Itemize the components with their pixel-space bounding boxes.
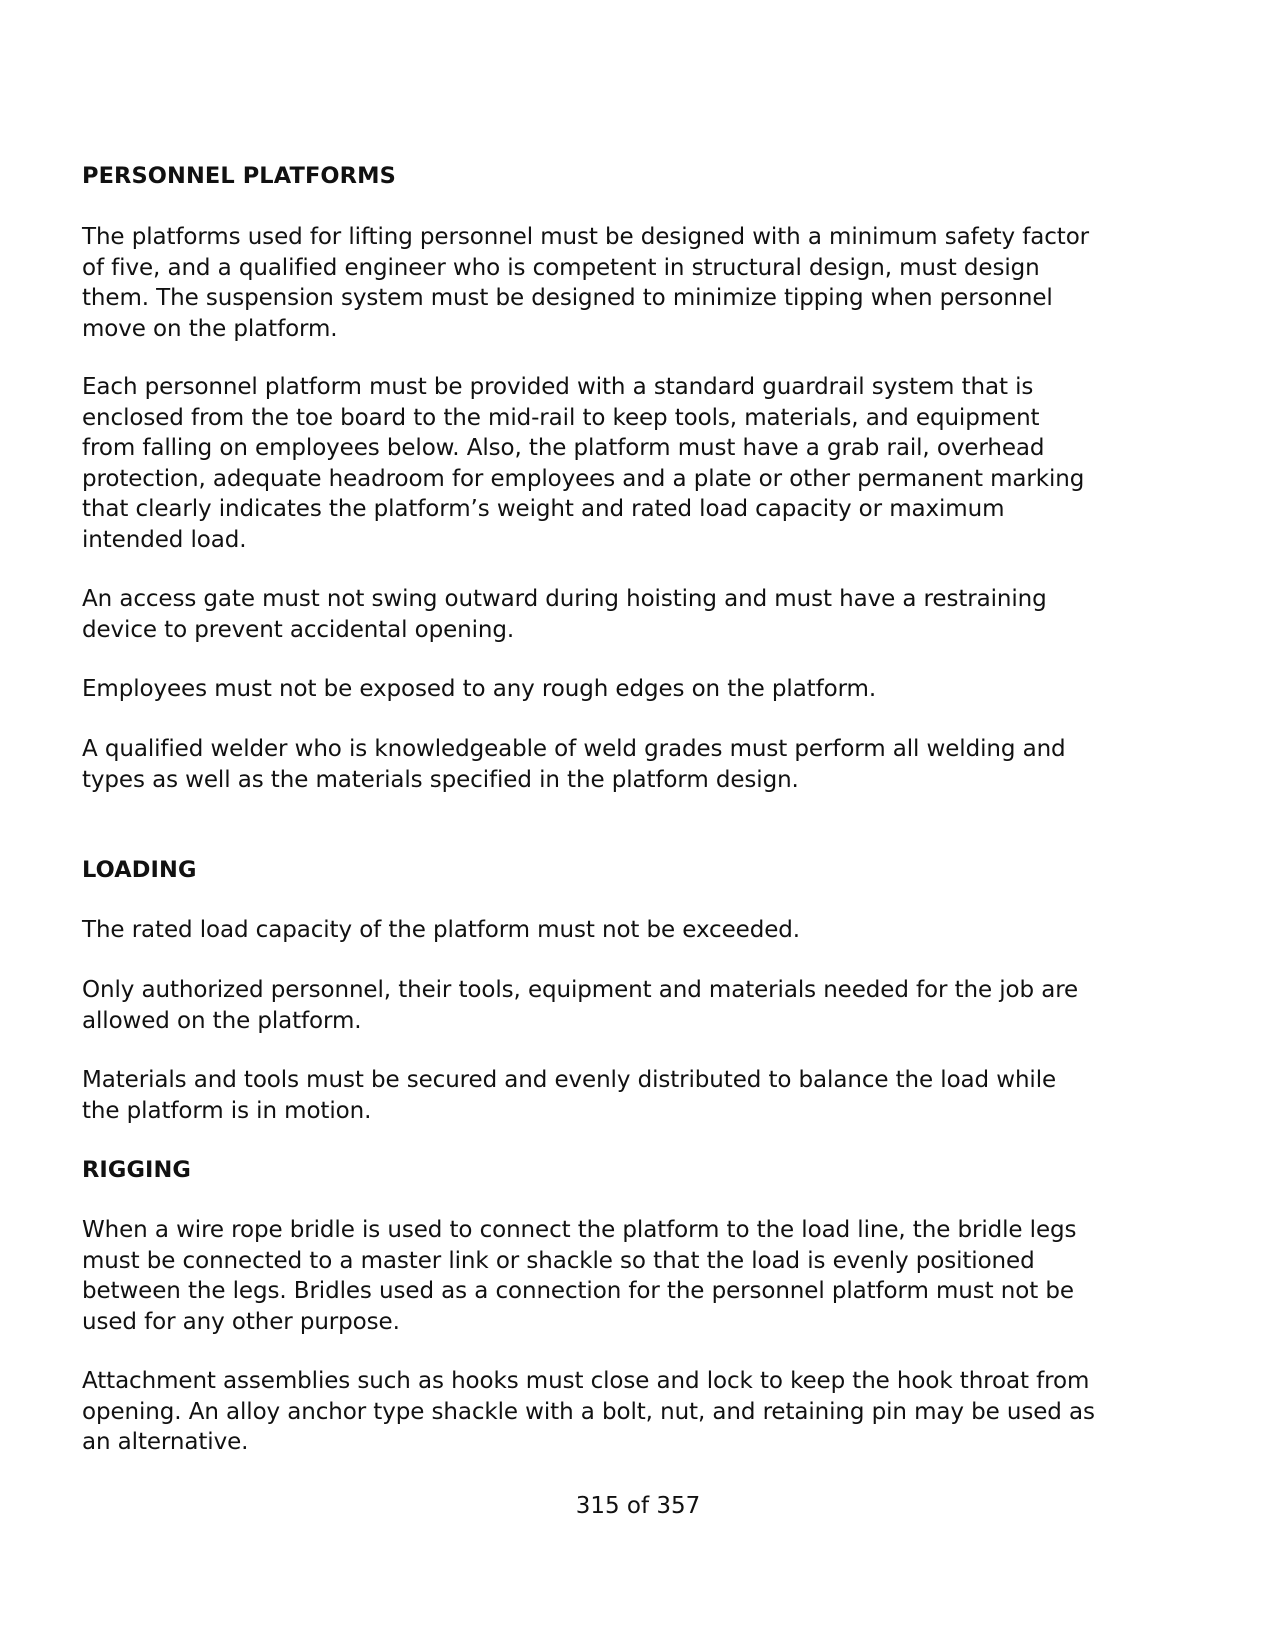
paragraph-guardrail-system	[82, 372, 1197, 555]
section-heading-rigging: RIGGING	[82, 1157, 192, 1183]
text-line: The rated load capacity of the platform must not be exceeded.	[82, 917, 800, 943]
text-line: that clearly indicates the platform’s weight and rated load capacity or maximum	[82, 496, 1005, 522]
text-line: Attachment assemblies such as hooks must close and lock to keep the hook throat from	[82, 1368, 1090, 1394]
text-line: enclosed from the toe board to the mid-rail to keep tools, materials, and equipment	[82, 404, 1040, 431]
text-line: the platform is in motion.	[82, 1097, 372, 1124]
text-line: Only authorized personnel, their tools, equipment and materials needed for the job are	[82, 977, 1079, 1003]
text-line: types as well as the materials specified in the platform design.	[82, 766, 799, 793]
paragraph-rough-edges	[82, 674, 1197, 705]
text-line: Each personnel platform must be provided with a standard guardrail system that is	[82, 374, 1034, 400]
text-line: A qualified welder who is knowledgeable of weld grades must perform all welding and	[82, 736, 1066, 762]
text-line: move on the platform.	[82, 315, 338, 342]
text-line: of five, and a qualified engineer who is competent in structural design, must design	[82, 254, 1040, 281]
text-line: An access gate must not swing outward during hoisting and must have a restraining	[82, 586, 1047, 612]
text-line: Materials and tools must be secured and evenly distributed to balance the load while	[82, 1067, 1057, 1093]
page-number: 315 of 357	[575, 1493, 701, 1519]
paragraph-welding	[82, 734, 1197, 795]
section-heading-loading: LOADING	[82, 857, 197, 883]
text-line: used for any other purpose.	[82, 1308, 400, 1335]
text-line: from falling on employees below. Also, the platform must have a grab rail, overhead	[82, 435, 1045, 461]
text-line: an alternative.	[82, 1429, 249, 1455]
text-line: protection, adequate headroom for employees and a plate or other permanent marking	[82, 465, 1085, 492]
text-line: them. The suspension system must be designed to minimize tipping when personnel	[82, 285, 1053, 311]
document-page	[82, 0, 1202, 1650]
text-line: between the legs. Bridles used as a connection for the personnel platform must not be	[82, 1278, 1074, 1304]
paragraph-wire-rope-bridle	[82, 1215, 1197, 1337]
paragraph-attachment-assemblies	[82, 1366, 1197, 1458]
text-line: allowed on the platform.	[82, 1007, 362, 1034]
text-line: device to prevent accidental opening.	[82, 616, 515, 643]
text-line: When a wire rope bridle is used to connect the platform to the load line, the bridle legs	[82, 1217, 1077, 1243]
paragraph-platform-design	[82, 222, 1197, 344]
text-line: opening. An alloy anchor type shackle with a bolt, nut, and retaining pin may be used as	[82, 1398, 1095, 1425]
paragraph-authorized-personnel	[82, 975, 1197, 1036]
text-line: The platforms used for lifting personnel must be designed with a minimum safety factor	[82, 224, 1090, 250]
paragraph-access-gate	[82, 584, 1197, 645]
paragraph-rated-load	[82, 915, 1197, 946]
text-line: Employees must not be exposed to any rough edges on the platform.	[82, 676, 877, 702]
text-line: must be connected to a master link or shackle so that the load is evenly positioned	[82, 1247, 1035, 1274]
section-heading-personnel-platforms: PERSONNEL PLATFORMS	[82, 163, 396, 189]
paragraph-materials-secured	[82, 1065, 1197, 1126]
text-line: intended load.	[82, 526, 247, 553]
